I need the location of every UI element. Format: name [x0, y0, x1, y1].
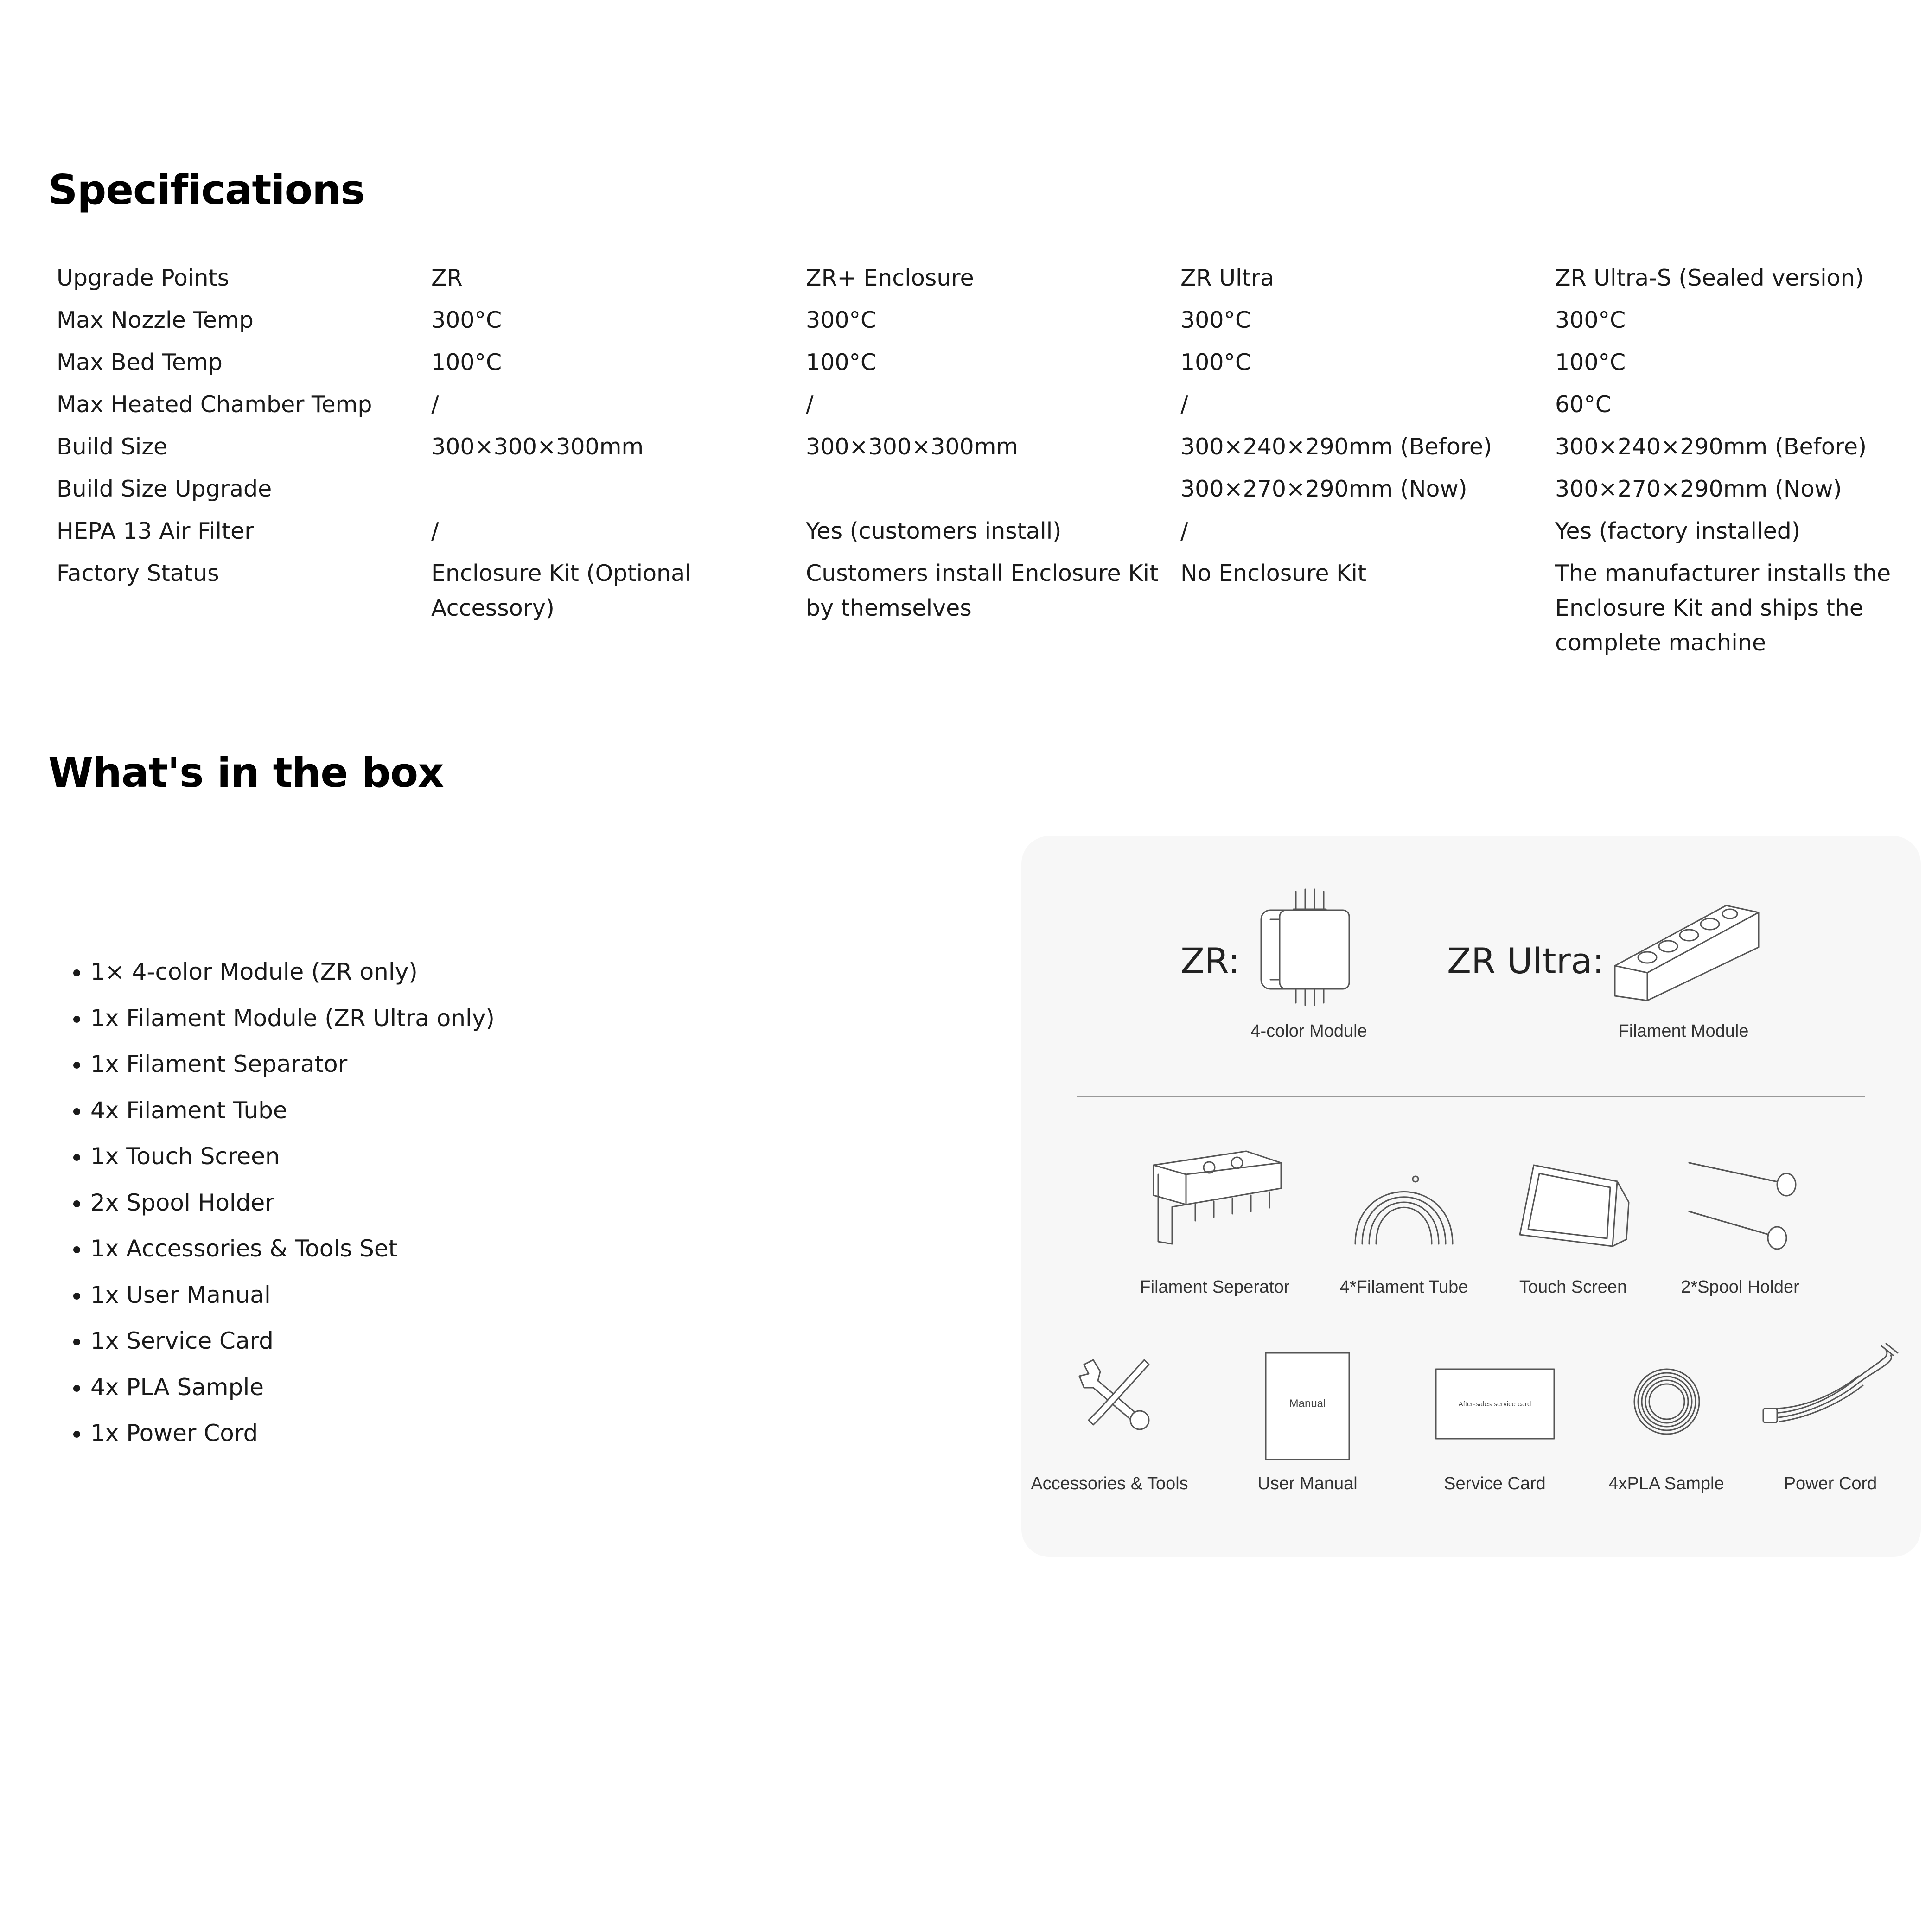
filament-separator-label: Filament Seperator — [1140, 1277, 1290, 1297]
box-item: • 1x Touch Screen — [90, 1135, 495, 1181]
spec-cell: 100°C — [1180, 349, 1251, 376]
spec-row-label: Factory Status — [57, 560, 219, 587]
spec-row — [48, 510, 1921, 552]
spec-cell: The manufacturer installs the Enclosure Kit and ships the complete machine — [1555, 560, 1891, 656]
service-card-label: Service Card — [1444, 1474, 1546, 1493]
spec-row-label: Max Nozzle Temp — [57, 307, 254, 333]
spec-cell: 300°C — [1180, 307, 1251, 333]
service-card-icon — [1434, 1367, 1556, 1441]
four-color-module-label: 4-color Module — [1250, 1021, 1367, 1041]
spec-cell: / — [431, 518, 439, 544]
spec-row-label: Max Heated Chamber Temp — [57, 391, 372, 418]
touch-screen-icon — [1515, 1160, 1631, 1253]
spec-cell: Yes (factory installed) — [1555, 518, 1800, 544]
box-item: • 4x PLA Sample — [90, 1366, 495, 1412]
spec-row — [48, 552, 1921, 664]
filament-module-icon — [1610, 896, 1763, 1007]
box-item: • 4x Filament Tube — [90, 1089, 495, 1135]
box-item: • 1× 4-color Module (ZR only) — [90, 950, 495, 997]
spec-cell: Enclosure Kit (Optional Accessory) — [431, 560, 691, 621]
specifications-heading: Specifications — [48, 166, 365, 214]
zr-heading: ZR: — [1180, 940, 1240, 982]
filament-tube-icon — [1346, 1156, 1462, 1249]
spec-cell — [423, 468, 797, 510]
spec-cell: / — [431, 391, 439, 418]
spec-row — [48, 299, 1921, 341]
spool-holder-label: 2*Spool Holder — [1681, 1277, 1799, 1297]
spec-cell: ZR+ Enclosure — [806, 265, 974, 291]
user-manual-icon — [1263, 1351, 1352, 1462]
box-item: • 1x User Manual — [90, 1274, 495, 1320]
spec-cell: 300×270×290mm (Now) — [1180, 476, 1467, 502]
whats-in-the-box-heading: What's in the box — [48, 749, 444, 797]
spec-row — [48, 257, 1921, 299]
power-cord-label: Power Cord — [1784, 1474, 1877, 1493]
spool-holder-icon — [1680, 1151, 1800, 1258]
spec-cell — [797, 468, 1172, 510]
filament-tube-label: 4*Filament Tube — [1339, 1277, 1468, 1297]
spec-row-label: Build Size Upgrade — [57, 476, 272, 502]
box-item: • 1x Accessories & Tools Set — [90, 1227, 495, 1274]
filament-separator-icon — [1149, 1147, 1283, 1249]
box-item: • 1x Filament Module (ZR Ultra only) — [90, 997, 495, 1043]
four-color-module-icon — [1252, 887, 1358, 1007]
spec-row-label: Max Bed Temp — [57, 349, 223, 376]
pla-sample-label: 4xPLA Sample — [1608, 1474, 1724, 1493]
accessories-tools-label: Accessories & Tools — [1031, 1474, 1188, 1493]
spec-cell: No Enclosure Kit — [1180, 560, 1367, 587]
spec-cell: 100°C — [1555, 349, 1626, 376]
spec-cell: 100°C — [431, 349, 502, 376]
spec-row — [48, 341, 1921, 383]
spec-cell: 60°C — [1555, 391, 1612, 418]
spec-row — [48, 383, 1921, 426]
spec-cell: 300°C — [1555, 307, 1626, 333]
spec-row-label: Upgrade Points — [57, 265, 230, 291]
spec-cell: 300°C — [431, 307, 502, 333]
spec-row-label: HEPA 13 Air Filter — [57, 518, 254, 544]
service-card-text: After-sales service card — [1458, 1400, 1531, 1408]
box-contents-illustration — [1021, 836, 1921, 1557]
spec-cell: / — [1180, 391, 1188, 418]
touch-screen-label: Touch Screen — [1519, 1277, 1627, 1297]
box-item: • 1x Service Card — [90, 1320, 495, 1366]
spec-cell: 300×270×290mm (Now) — [1555, 476, 1842, 502]
spec-cell: 300×300×300mm — [806, 434, 1019, 460]
box-item: • 1x Filament Separator — [90, 1043, 495, 1089]
spec-row-label: Build Size — [57, 434, 168, 460]
spec-row — [48, 426, 1921, 468]
spec-cell: Customers install Enclosure Kit by themselves — [806, 560, 1159, 621]
spec-cell: 300°C — [806, 307, 877, 333]
spec-cell: 100°C — [806, 349, 877, 376]
spec-row — [48, 468, 1921, 510]
accessories-tools-icon — [1075, 1355, 1158, 1434]
power-cord-icon — [1761, 1344, 1900, 1436]
filament-module-label: Filament Module — [1618, 1021, 1749, 1041]
box-item: • 2x Spool Holder — [90, 1181, 495, 1228]
spec-cell: ZR — [431, 265, 463, 291]
pla-sample-icon — [1630, 1365, 1704, 1439]
spec-cell: 300×240×290mm (Before) — [1555, 434, 1867, 460]
spec-cell: 300×300×300mm — [431, 434, 644, 460]
user-manual-label: User Manual — [1257, 1474, 1358, 1493]
zr-ultra-heading: ZR Ultra: — [1447, 940, 1604, 982]
box-contents-list — [65, 950, 495, 1458]
spec-cell: ZR Ultra — [1180, 265, 1275, 291]
spec-cell: 300×240×290mm (Before) — [1180, 434, 1492, 460]
section-divider — [1077, 1096, 1865, 1097]
specifications-table — [48, 257, 1921, 664]
spec-cell: ZR Ultra-S (Sealed version) — [1555, 265, 1864, 291]
spec-cell: Yes (customers install) — [806, 518, 1062, 544]
manual-cover-text: Manual — [1289, 1397, 1326, 1410]
spec-cell: / — [1180, 518, 1188, 544]
spec-cell: / — [806, 391, 814, 418]
box-item: • 1x Power Cord — [90, 1412, 495, 1458]
